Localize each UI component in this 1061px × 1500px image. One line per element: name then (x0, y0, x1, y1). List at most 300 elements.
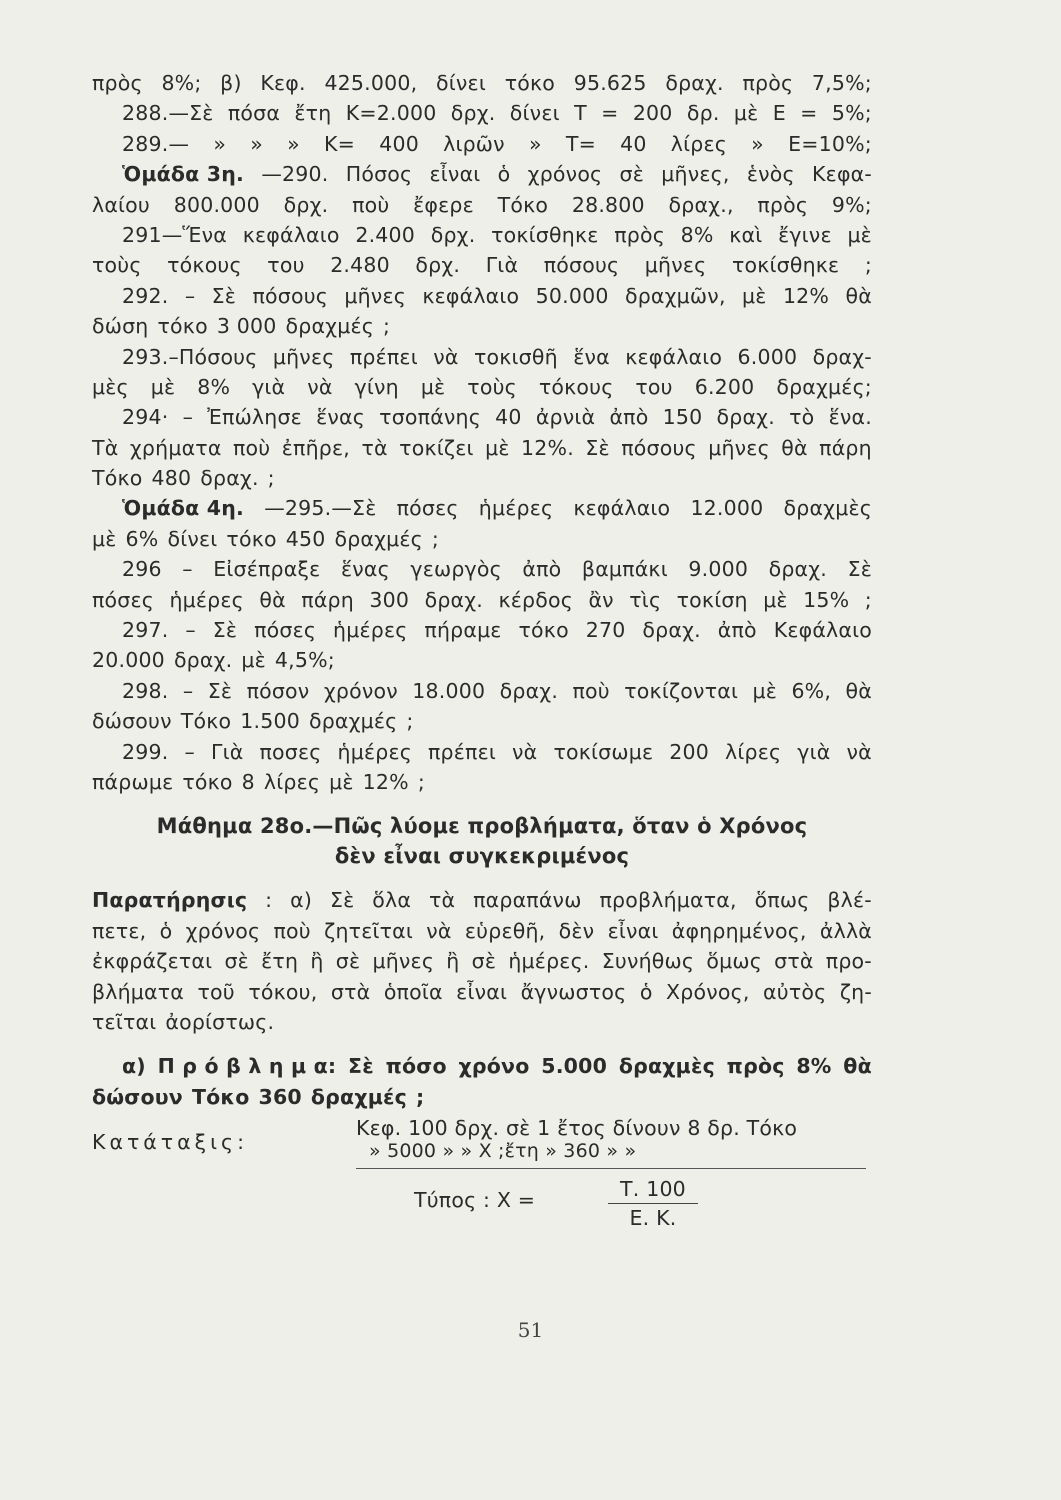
lesson-title-line-2: δὲν εἶναι συγκεκριμένος (334, 844, 630, 869)
word: δρ. (686, 101, 720, 126)
word: τόκο (157, 314, 208, 339)
word: 297. (122, 618, 169, 643)
word: 200 (669, 739, 709, 764)
word: ; (382, 314, 391, 339)
word: – (182, 405, 194, 430)
word: δρχ. (283, 192, 329, 217)
word: κεφάλαιο (625, 344, 723, 369)
word: νὰ (433, 344, 459, 369)
word: Σὲ (211, 283, 237, 308)
word: σὲ (224, 949, 249, 974)
word: μὲ (485, 435, 510, 460)
word: εἶναι (456, 979, 508, 1004)
word: τοὺς (467, 374, 517, 399)
word: 150 (662, 405, 703, 430)
word: Τόκο (191, 1084, 250, 1109)
word: πόσες (396, 496, 459, 521)
katataxis-rule (356, 1168, 866, 1169)
word: θὰ (259, 587, 286, 612)
word: Γιὰ (210, 739, 244, 764)
word: λιρῶν (443, 131, 505, 156)
text-line (92, 433, 872, 463)
word: Κ=2.000 (345, 101, 437, 126)
word: – (185, 618, 196, 643)
word: γεωργὸς (410, 557, 502, 582)
text-line (92, 946, 872, 976)
word: γιὰ (797, 739, 831, 764)
word: ἡμέρες (478, 496, 554, 521)
word: μὲ (763, 587, 788, 612)
word: Τ (574, 101, 587, 126)
word: ἀπὸ (609, 405, 649, 430)
text-line (92, 493, 872, 523)
word: —295.—Σὲ (264, 496, 377, 521)
word: Σὲ (585, 435, 610, 460)
word: δρχ. (415, 253, 461, 278)
word: Ε (772, 101, 786, 126)
word: μὲ (847, 222, 872, 247)
word: ἀλλὰ (819, 918, 872, 943)
word: τοκίση (676, 587, 748, 612)
text-line (92, 402, 872, 432)
word: τόκο (226, 526, 277, 551)
word: ποὺ (352, 192, 390, 217)
text-line (92, 977, 872, 1007)
word: ὁ (159, 918, 173, 943)
word: 6%, (791, 678, 832, 703)
text-line (92, 554, 872, 584)
lesson-heading (92, 811, 872, 871)
word: τόκο (504, 71, 555, 95)
word: πόσες (254, 618, 317, 643)
word: τόκο (182, 769, 233, 794)
word: τοκίσθηκε (491, 222, 599, 247)
word: 8% (796, 1054, 832, 1079)
word: – (184, 739, 195, 764)
page-number: 51 (517, 1318, 544, 1342)
word: ὅμως (706, 949, 762, 974)
word: 4,5%; (274, 648, 335, 673)
word: θὰ (845, 283, 872, 308)
word: Κεφ. (260, 71, 306, 95)
word: Σὲ (207, 678, 233, 703)
word: α) (290, 888, 313, 913)
word: εὑρεθῆ, (464, 918, 546, 943)
word: δώσουν (92, 1084, 183, 1109)
lesson-title-line-1: Μάθημα 28ο.—Πῶς λύομε προβλήματα, ὅταν ὁ Χρόνος (156, 814, 808, 839)
word: 200 (632, 101, 673, 126)
word: 2.400 (355, 222, 416, 247)
exercises-top (92, 68, 872, 159)
word: παραπάνω (473, 888, 582, 913)
word: 5.000 (541, 1054, 608, 1079)
word: τόκο (518, 618, 569, 643)
word: δραχμὲς (618, 1054, 715, 1079)
word: 9%; (831, 192, 872, 217)
word: πρέπει (428, 739, 496, 764)
word: ἕνα. (828, 405, 872, 430)
word: – (182, 678, 194, 703)
word: μῆνες (372, 949, 435, 974)
problem-statement (92, 1051, 872, 1112)
word: του (267, 253, 305, 278)
word: εἶναι (429, 162, 481, 187)
word: 8% (680, 222, 714, 247)
word: – (182, 557, 193, 582)
bold-label: Ὁμάδα 4η. (122, 496, 245, 521)
word: πόσους (621, 435, 697, 460)
word: μῆνες (708, 435, 770, 460)
word: πάρη (301, 587, 354, 612)
word: δραχ. (424, 587, 484, 612)
word: νὰ (426, 918, 452, 943)
word: ἔτη (261, 949, 299, 974)
word: ; (417, 769, 425, 794)
word: δώση (92, 314, 149, 339)
text-line (92, 159, 872, 189)
text-line (92, 645, 872, 675)
word: δὲν (558, 918, 595, 943)
word: 8%; (161, 71, 202, 95)
katataxis-row-1: Κεφ. 100 δρχ. σὲ 1 ἔτος δίνουν 8 δρ. Τόκο (356, 1116, 798, 1141)
remark-paragraph (92, 885, 872, 1037)
word: δίνει (436, 71, 486, 95)
word: ἄγνωστος (520, 979, 627, 1004)
word: πρὸς (757, 192, 809, 217)
word: τοκίσθηκε (731, 253, 840, 278)
word: κεφάλαιο (422, 283, 520, 308)
text-line (92, 190, 872, 220)
word: τοκίζει (399, 435, 474, 460)
word: ; (431, 526, 440, 551)
word: ἕνας (340, 557, 390, 582)
word: τοῦ (197, 979, 235, 1004)
word: τόκου, (248, 979, 318, 1004)
word: δραχμῶν, (624, 283, 726, 308)
word: πρὸς (742, 71, 794, 95)
word: Ἐπώλησε (207, 405, 302, 430)
word: στὰ (774, 949, 814, 974)
word: δραχ. (499, 678, 559, 703)
word: δρχ. (450, 101, 496, 126)
formula-fraction (608, 1176, 698, 1231)
word: προβλήματα, (599, 888, 737, 913)
word: 12% (782, 283, 830, 308)
word: βλέ- (827, 888, 872, 913)
word: ἕνας (316, 405, 365, 430)
word: μὲ (150, 374, 176, 399)
word: ποὺ (572, 678, 610, 703)
word: ἔφερε (413, 192, 474, 217)
word: 291—Ἕνα (122, 222, 228, 247)
word: δραχμές (310, 1084, 408, 1109)
word: ; (864, 587, 872, 612)
formula-numerator: Τ. 100 (620, 1177, 686, 1202)
word: Γιὰ (485, 253, 519, 278)
word: τοκισθῆ (473, 344, 558, 369)
text-line (92, 68, 872, 98)
word: 425.000, (324, 71, 418, 95)
word: ἡμέρες (333, 618, 408, 643)
word: τόκους (538, 374, 614, 399)
word: κέρδος (498, 587, 573, 612)
formula-denominator: Ε. Κ. (629, 1206, 677, 1231)
word: νὰ (307, 374, 333, 399)
word: μὲ (329, 769, 354, 794)
word: 50.000 (535, 283, 609, 308)
group-3-exercises (92, 159, 872, 493)
word: ἀφηρημένος, (671, 918, 807, 943)
page-text (92, 68, 872, 1236)
word: 6% (125, 526, 159, 551)
word: ; (864, 253, 872, 278)
word: 15% (803, 587, 850, 612)
word: 296 (122, 557, 162, 582)
fraction-bar (608, 1203, 698, 1204)
word: εἶναι (607, 918, 659, 943)
text-line (92, 220, 872, 250)
word: 18.000 (412, 678, 486, 703)
word: δραχ. (665, 71, 724, 95)
word: Τόκο (497, 192, 549, 217)
word: 9.000 (688, 557, 749, 582)
word: Κεφα- (812, 162, 872, 187)
word: Σὲ (329, 888, 355, 913)
word: δραχμές (285, 314, 374, 339)
word: χρόνος (527, 162, 603, 187)
word: ἕνα (573, 344, 610, 369)
word: 270 (585, 618, 626, 643)
text-line (92, 98, 872, 128)
word: μῆνες (272, 344, 335, 369)
word: Ε=10%; (788, 131, 872, 156)
text-line (92, 676, 872, 706)
word: Εἰσέπραξε (213, 557, 321, 582)
word: ὅπως (754, 888, 810, 913)
word: τοὺς (92, 253, 142, 278)
word: ἢ (310, 949, 324, 974)
katataxis-label: Κατάταξις: (92, 1130, 248, 1155)
word: ζη- (839, 979, 872, 1004)
word: Σὲ (348, 1054, 374, 1079)
word: νὰ (512, 739, 538, 764)
word: Τ= (565, 131, 596, 156)
word: 289.— (122, 131, 190, 156)
word: ἡμέρες. (508, 949, 590, 974)
katataxis-row-2: » 5000 » » Χ ;ἔτη » 360 » » (369, 1140, 637, 1163)
word: 12%. (521, 435, 574, 460)
word: » (528, 131, 542, 156)
word: Τόκο (92, 466, 143, 491)
word: 292. (122, 283, 169, 308)
word: δραχμές (334, 526, 423, 551)
word: στὰ (330, 979, 371, 1004)
word: πρὸς (726, 1054, 785, 1079)
word: ἢ (446, 949, 460, 974)
word: = (800, 101, 818, 126)
word: πόσα (227, 101, 281, 126)
word: τοκίζονται (624, 678, 739, 703)
word: Συνήθως (601, 949, 695, 974)
word: θὰ (781, 435, 808, 460)
word: Χρόνος, (666, 979, 750, 1004)
word: ; (406, 709, 414, 734)
word: : (265, 888, 273, 913)
word: 3 000 (216, 314, 277, 339)
word: ἐπῆρε, (281, 435, 351, 460)
word: ἔγινε (778, 222, 832, 247)
word: μὲ (733, 101, 759, 126)
word: λαίου (92, 192, 150, 217)
word: 28.800 (571, 192, 645, 217)
formula-lhs: Τύπος : Χ = (414, 1188, 536, 1213)
word: χρήματα (129, 435, 222, 460)
text-line (92, 706, 872, 736)
word: 40 (620, 131, 647, 156)
word: ἡμέρες (337, 739, 412, 764)
word: λίρες (725, 739, 782, 764)
word: πρέπει (349, 344, 418, 369)
word: 288.—Σὲ (122, 101, 214, 126)
word: ἐκφράζεται (92, 949, 213, 974)
word: πάρη (819, 435, 872, 460)
group-4-exercises (92, 493, 872, 797)
text-line (92, 1082, 872, 1112)
word: πόσες (92, 587, 154, 612)
word: 95.625 (573, 71, 647, 95)
word: μὲς (92, 374, 129, 399)
word: » (751, 131, 764, 156)
word: 293.–Πόσους (122, 344, 258, 369)
word: α) (122, 1054, 146, 1079)
word: πόσο (385, 1054, 447, 1079)
word: Σὲ (212, 618, 238, 643)
word: Κεφάλαιο (773, 618, 872, 643)
word: ποὺ (273, 918, 311, 943)
word: πρὸς (92, 71, 143, 95)
word: πρὸς (614, 222, 665, 247)
word: 8 (241, 769, 255, 794)
text-line (92, 524, 872, 554)
word: 800.000 (173, 192, 260, 217)
word: βλήματα (92, 979, 185, 1004)
word: δραχμές; (776, 374, 872, 399)
word: τσοπάνης (379, 405, 481, 430)
word: μὲ (742, 283, 767, 308)
word: μὲ (92, 526, 117, 551)
word: πόσους (252, 283, 328, 308)
text-line (92, 767, 872, 797)
word: θὰ (843, 1054, 872, 1079)
katataxis-block (92, 1116, 872, 1172)
formula-block (92, 1176, 872, 1236)
word: τοκίσωμε (553, 739, 654, 764)
word: 400 (379, 131, 419, 156)
word: » (213, 131, 227, 156)
text-line (92, 342, 872, 372)
word: λίρες (670, 131, 727, 156)
text-line (92, 463, 872, 493)
word: νὰ (846, 739, 872, 764)
word: τεῖται (92, 1009, 157, 1034)
word: δίνει (167, 526, 218, 551)
word: τὶς (629, 587, 662, 612)
word: δραχμὲς (783, 496, 872, 521)
text-line (92, 1007, 872, 1037)
word: ἀρνιὰ (535, 405, 596, 430)
word: τὸ (789, 405, 815, 430)
word: δραχ. (173, 648, 233, 673)
text-line (92, 615, 872, 645)
word: ὅλα (372, 888, 412, 913)
text-line (92, 916, 872, 946)
word: χρόνο (458, 1054, 530, 1079)
word: Τὰ (92, 435, 119, 460)
text-line (92, 585, 872, 615)
word: προ- (825, 949, 872, 974)
word: μῆνες, (661, 162, 730, 187)
word: πόσον (246, 678, 310, 703)
word: 2.480 (330, 253, 390, 278)
text-line (92, 372, 872, 402)
word: 360 (258, 1084, 302, 1109)
word: μῆνες (644, 253, 707, 278)
word: σὲ (619, 162, 645, 187)
word: ; (416, 1084, 425, 1109)
word: μὲ (241, 648, 266, 673)
word: μὲ (752, 678, 778, 703)
word: ἀορίστως. (165, 1009, 275, 1034)
word: καὶ (729, 222, 763, 247)
word: 450 (285, 526, 326, 551)
word: του (635, 374, 673, 399)
word: ἡμέρες (169, 587, 244, 612)
word: Κ= (324, 131, 356, 156)
word: μὲ (420, 374, 446, 399)
word: κεφάλαιο (573, 496, 671, 521)
word: 7,5%; (811, 71, 872, 95)
word: ζητεῖται (324, 918, 414, 943)
word: σὲ (471, 949, 497, 974)
word: 5%; (831, 101, 872, 126)
word: τόκους (167, 253, 242, 278)
word: ἀπὸ (717, 618, 757, 643)
text-line (92, 311, 872, 341)
word: 298. (122, 678, 169, 703)
word: ποὺ (232, 435, 271, 460)
word: 299. (122, 739, 169, 764)
word: β) (220, 71, 242, 95)
word: πόσους (543, 253, 620, 278)
word: αὐτὸς (763, 979, 827, 1004)
text-line (92, 885, 872, 915)
word: 20.000 (92, 648, 165, 673)
word: 40 (495, 405, 522, 430)
word: » (287, 131, 300, 156)
word: δραχμές (308, 709, 398, 734)
word: δραχ- (812, 344, 872, 369)
bold-label: Ὁμάδα 3η. (122, 162, 245, 187)
word: γιὰ (252, 374, 286, 399)
word: ἔτη (294, 101, 332, 126)
word: – (184, 283, 196, 308)
word: πήραμε (424, 618, 502, 643)
word: δραχ. (200, 466, 259, 491)
word: κεφάλαιο (242, 222, 340, 247)
text-line (92, 1051, 872, 1081)
word: ἂν (588, 587, 614, 612)
word: Σὲ (847, 557, 872, 582)
